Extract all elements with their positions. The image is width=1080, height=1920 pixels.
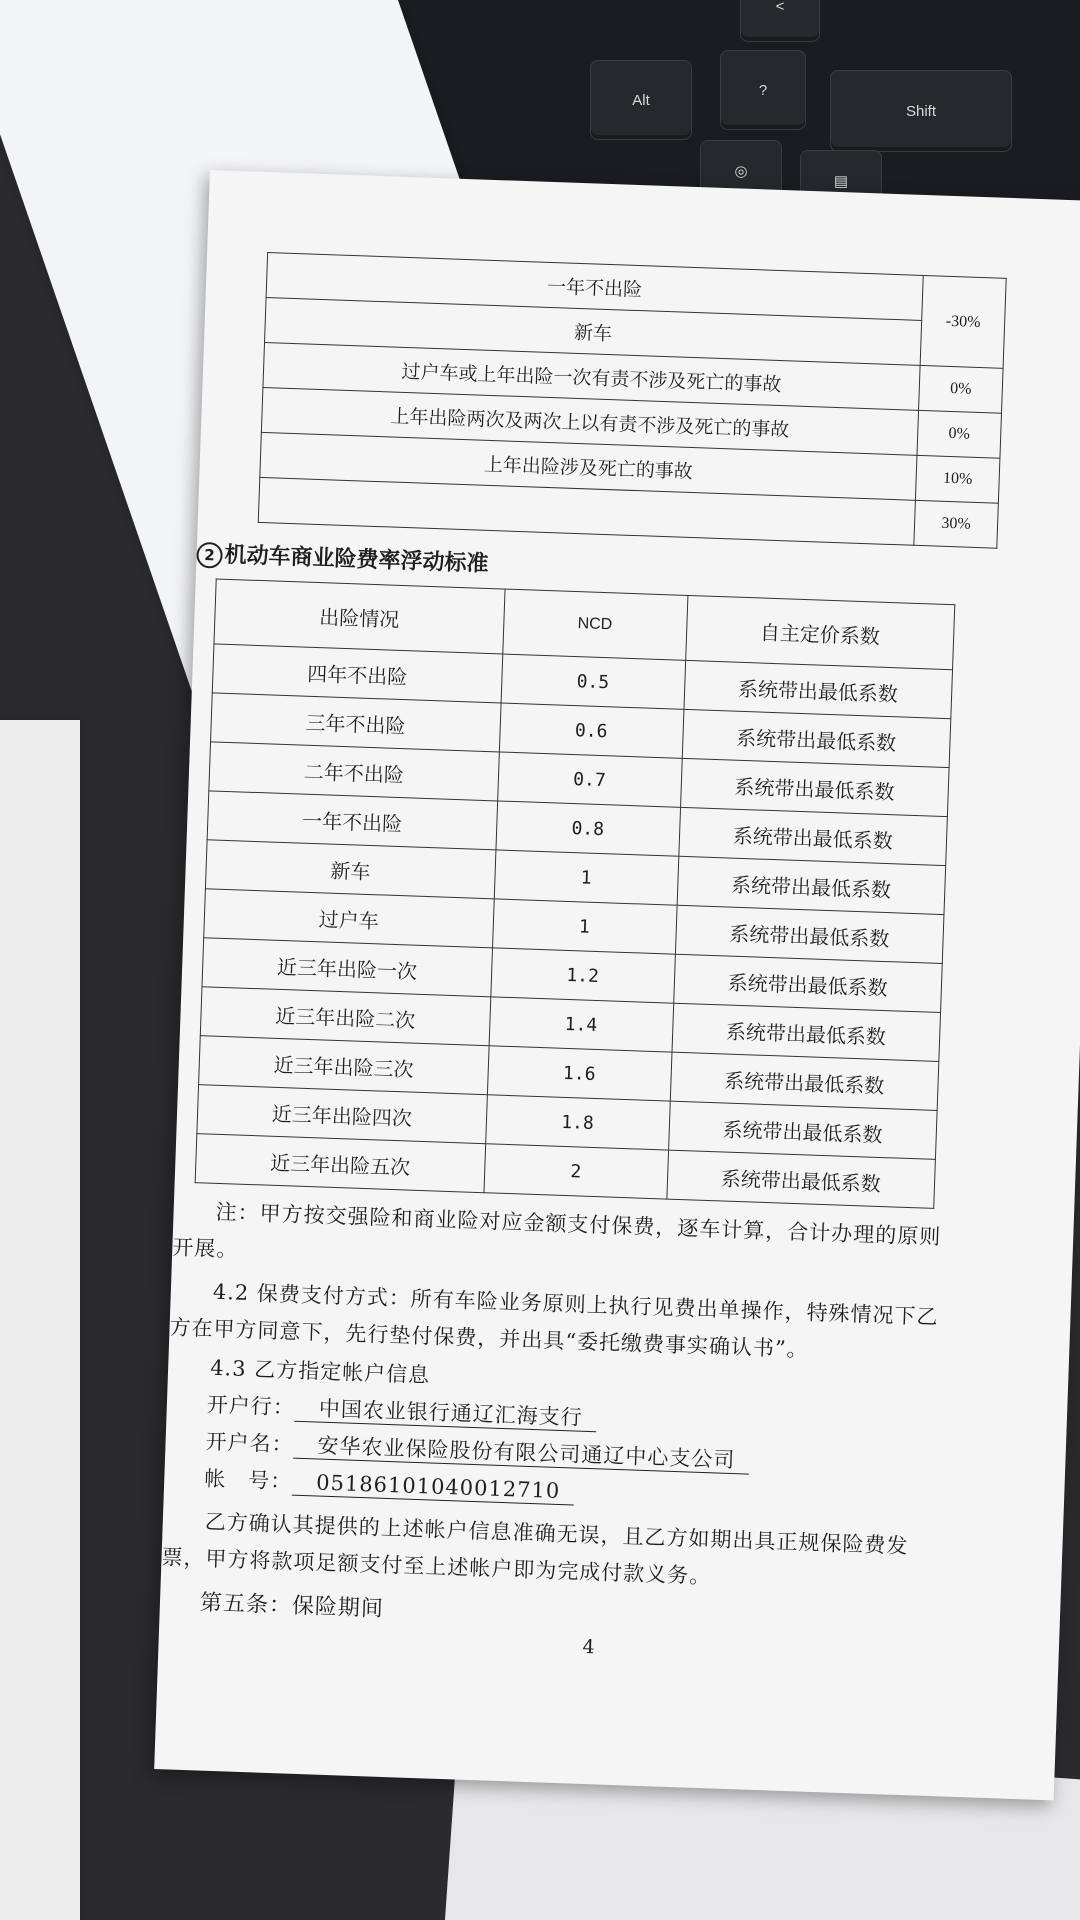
table-cell: 0.7 — [497, 752, 681, 807]
table-cell: 新车 — [205, 840, 495, 899]
table-cell: 三年不出险 — [211, 693, 501, 752]
key-question — [720, 50, 806, 130]
key-shift — [830, 70, 1012, 152]
table-cell: 一年不出险 — [207, 791, 497, 850]
key-label: < — [775, 0, 785, 15]
table-cell: 过户车或上年出险一次有责不涉及死亡的事故 — [263, 343, 920, 411]
column-header: 自主定价系数 — [685, 595, 955, 669]
section-title-text: 机动车商业险费率浮动标准 — [224, 542, 489, 577]
table-cell: 四年不出险 — [212, 644, 502, 703]
table-cell: 上年出险两次及两次上以有责不涉及死亡的事故 — [261, 387, 918, 455]
key-comma — [740, 0, 820, 42]
table-cell: -30% — [920, 275, 1006, 368]
page-number: 4 — [582, 1635, 596, 1659]
key-label: ? — [758, 81, 768, 99]
table-cell: 系统带出最低系数 — [678, 807, 947, 865]
field-value: 05186101040012710 — [292, 1469, 575, 1506]
table-cell: 近三年出险一次 — [202, 938, 492, 997]
column-header: 出险情况 — [214, 579, 505, 654]
menu-icon: ▤ — [833, 173, 849, 190]
clause-4-2: 4.2 保费支付方式：所有车险业务原则上执行见费出单操作，特殊情况下乙方在甲方同意下，先行垫付保费，并出具“委托缴费事实确认书”。 — [169, 1279, 939, 1362]
table-cell: 1 — [492, 899, 676, 954]
table-cell: 上年出险涉及死亡的事故 — [260, 432, 917, 500]
table-cell: 过户车 — [204, 889, 494, 948]
table-cell: 一年不出险 — [266, 253, 923, 321]
table-cell: 近三年出险四次 — [197, 1085, 487, 1144]
field-label: 帐 号： — [203, 1466, 293, 1494]
table-cell: 0.6 — [499, 703, 683, 758]
note-paragraph: 注：甲方按交强险和商业险对应金额支付保费，逐车计算，合计办理的原则开展。 — [171, 1199, 942, 1262]
table-cell: 二年不出险 — [209, 742, 499, 801]
table-cell: 近三年出险三次 — [199, 1036, 489, 1095]
logo-icon: ◎ — [734, 163, 748, 180]
circled-number: 2 — [196, 542, 223, 569]
field-value: 中国农业银行通辽汇海支行 — [294, 1395, 597, 1433]
table-cell: 近三年出险五次 — [195, 1134, 485, 1193]
table-cell: 1.8 — [485, 1095, 669, 1150]
table-cell: 系统带出最低系数 — [677, 856, 946, 914]
table-cell: 系统带出最低系数 — [682, 709, 951, 767]
field-label: 开户行： — [206, 1392, 296, 1420]
table-cell: 1.2 — [490, 948, 674, 1003]
article-heading: 第五条：保险期间 — [199, 1590, 385, 1622]
table-cell: 0.8 — [496, 801, 680, 856]
table-cell: 0% — [917, 410, 1002, 458]
table-cell: 30% — [914, 500, 999, 548]
table-cell: 近三年出险二次 — [200, 987, 490, 1046]
table-cell: 10% — [915, 455, 1000, 503]
table-cell: 2 — [484, 1144, 668, 1199]
table-cell: 新车 — [265, 298, 922, 366]
field-label: 开户名： — [205, 1429, 294, 1457]
table-cell: 系统带出最低系数 — [683, 660, 952, 718]
clause-4-3: 4.3 乙方指定帐户信息 — [209, 1355, 431, 1388]
document-page — [154, 170, 1080, 1800]
table-body — [195, 644, 952, 1208]
table-cell: 1.6 — [487, 1046, 671, 1101]
page-content — [161, 252, 1067, 1673]
table-cell: 0% — [919, 365, 1004, 413]
table-cell: 系统带出最低系数 — [680, 758, 949, 816]
table-cell: 系统带出最低系数 — [666, 1150, 935, 1208]
column-header: NCD — [502, 589, 687, 660]
key-label: Alt — [632, 91, 650, 109]
table-cell: 系统带出最低系数 — [673, 954, 942, 1012]
key-label: Shift — [905, 102, 936, 120]
table-cell: 1.4 — [489, 997, 673, 1052]
table-cell: 系统带出最低系数 — [668, 1101, 937, 1159]
table-cell: 0.5 — [501, 654, 685, 709]
underlying-sheet — [0, 720, 80, 1920]
table-cell: 系统带出最低系数 — [675, 905, 944, 963]
table-cell: 系统带出最低系数 — [671, 1003, 940, 1061]
table-cell: 系统带出最低系数 — [670, 1052, 939, 1110]
field-value: 安华农业保险股份有限公司通辽中心支公司 — [293, 1432, 750, 1475]
commercial-rate-table — [195, 578, 956, 1208]
compulsory-rate-table — [258, 252, 1007, 549]
table-cell: 1 — [494, 850, 678, 905]
key-alt — [590, 60, 692, 140]
confirm-paragraph: 乙方确认其提供的上述帐户信息准确无误，且乙方如期出具正规保险费发票，甲方将款项足额支付至上述帐户即为完成付款义务。 — [161, 1509, 909, 1589]
